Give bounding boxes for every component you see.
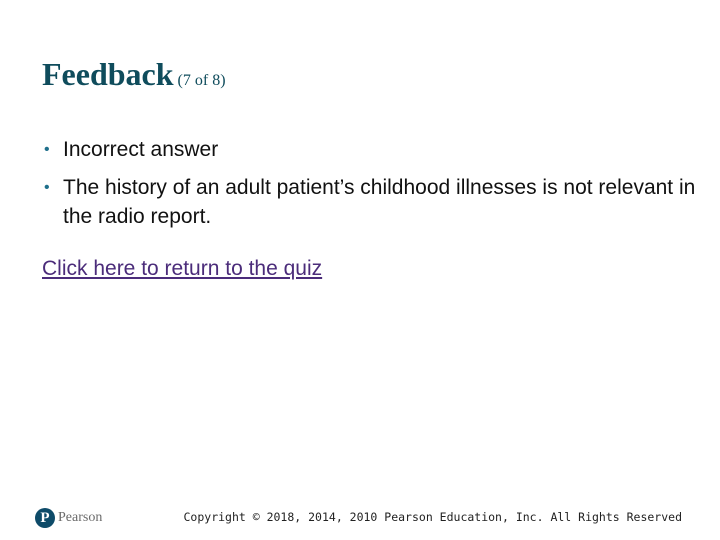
bullet-list [40, 135, 700, 240]
bullet-icon: • [44, 179, 50, 196]
title-text: Feedback [42, 56, 174, 92]
bullet-item [40, 173, 700, 231]
pearson-logo [35, 506, 102, 530]
title-progress: (7 of 8) [177, 72, 226, 89]
bullet-icon: • [44, 141, 50, 158]
pearson-wordmark: Pearson [58, 510, 103, 525]
bullet-text: The history of an adult patient’s childhood illnesses is not relevant in the radio report. [63, 176, 696, 228]
copyright-notice: Copyright © 2018, 2014, 2010 Pearson Education, Inc. All Rights Reserved [183, 510, 682, 524]
bullet-text: Incorrect answer [63, 138, 219, 161]
bullet-item [40, 135, 700, 164]
return-to-quiz-link[interactable]: Click here to return to the quiz [42, 257, 323, 280]
pearson-logo-icon: P [35, 508, 55, 528]
slide-title [42, 56, 226, 93]
